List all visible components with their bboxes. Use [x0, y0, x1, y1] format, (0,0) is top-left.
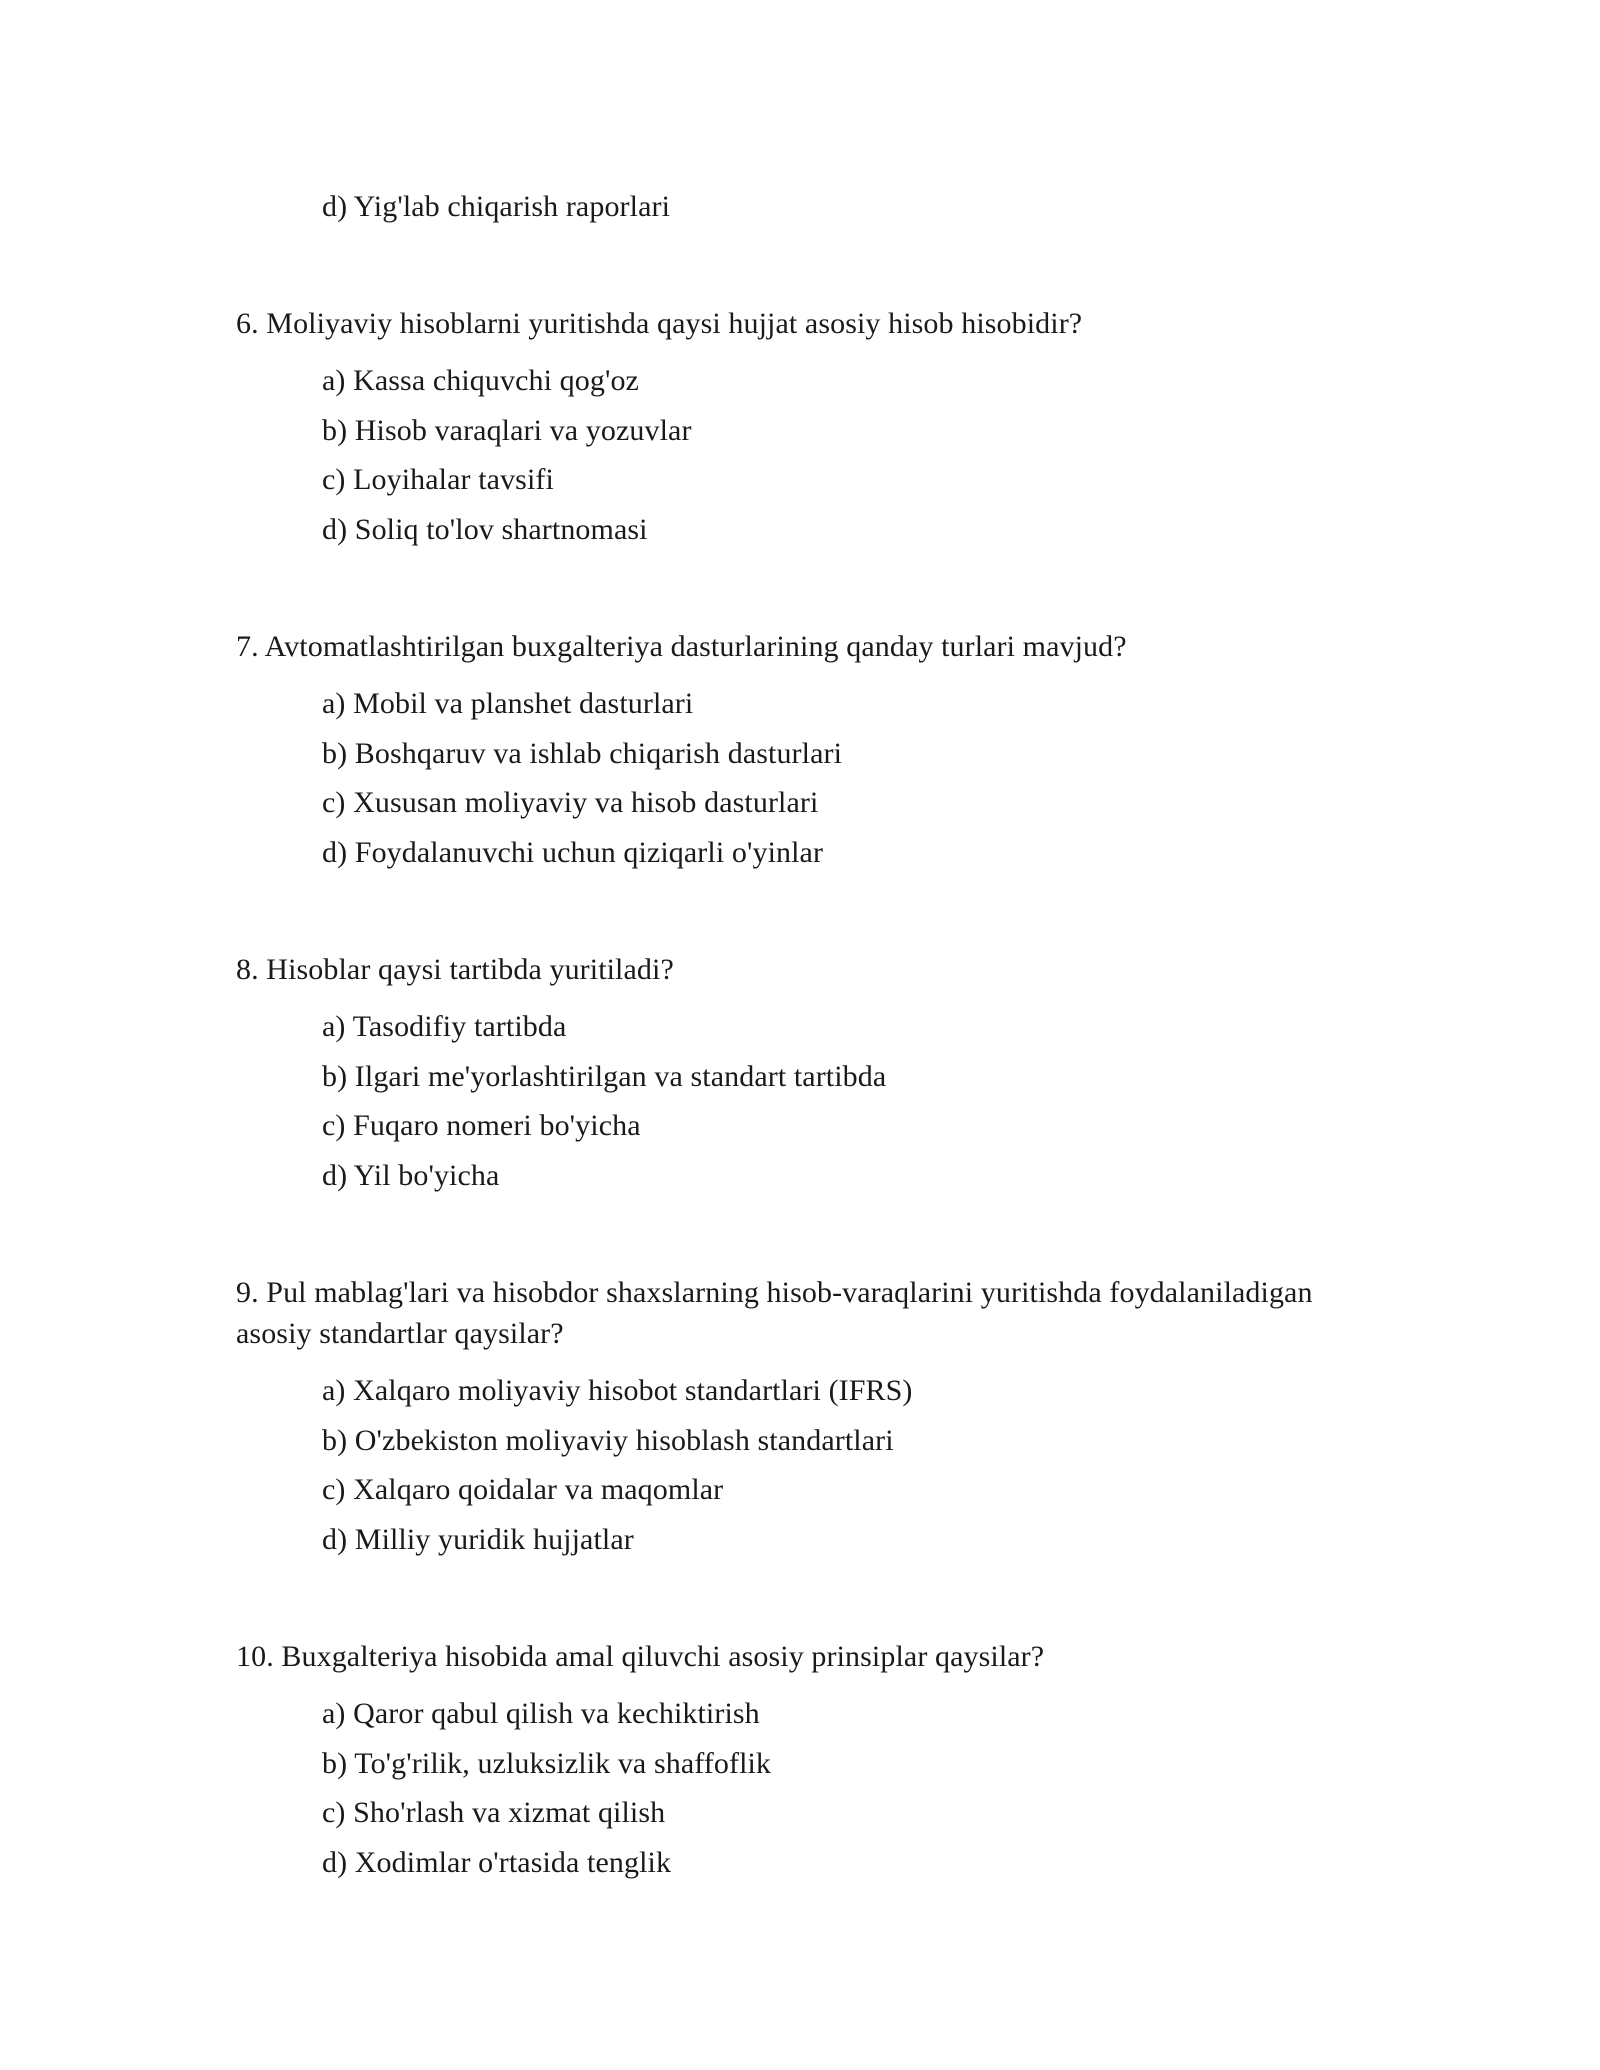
- question-9-line-1: 9. Pul mablag'lari va hisobdor shaxslarning hisob-varaqlarini yuritishda foydalaniladigan: [236, 1276, 1313, 1309]
- question-8: 8. Hisoblar qaysi tartibda yuritiladi?: [236, 953, 674, 986]
- question-6: 6. Moliyaviy hisoblarni yuritishda qaysi hujjat asosiy hisob hisobidir?: [236, 307, 1083, 340]
- q7-option-a: a) Mobil va planshet dasturlari: [322, 687, 694, 720]
- question-9-line-2: asosiy standartlar qaysilar?: [236, 1317, 564, 1350]
- question-10: 10. Buxgalteriya hisobida amal qiluvchi asosiy prinsiplar qaysilar?: [236, 1640, 1045, 1673]
- q7-option-b: b) Boshqaruv va ishlab chiqarish dasturlari: [322, 737, 843, 770]
- q9-option-d: d) Milliy yuridik hujjatlar: [322, 1523, 634, 1556]
- q7-option-d: d) Foydalanuvchi uchun qiziqarli o'yinlar: [322, 836, 824, 869]
- option-d: d) Yig'lab chiqarish raporlari: [322, 190, 671, 223]
- q8-option-b: b) Ilgari me'yorlashtirilgan va standart tartibda: [322, 1060, 887, 1093]
- q6-option-a: a) Kassa chiquvchi qog'oz: [322, 364, 639, 397]
- q10-option-c: c) Sho'rlash va xizmat qilish: [322, 1796, 666, 1829]
- q10-option-d: d) Xodimlar o'rtasida tenglik: [322, 1846, 672, 1879]
- q7-option-c: c) Xususan moliyaviy va hisob dasturlari: [322, 786, 819, 819]
- q8-option-a: a) Tasodifiy tartibda: [322, 1010, 567, 1043]
- q9-option-c: c) Xalqaro qoidalar va maqomlar: [322, 1473, 724, 1506]
- q10-option-b: b) To'g'rilik, uzluksizlik va shaffoflik: [322, 1747, 772, 1780]
- q10-option-a: a) Qaror qabul qilish va kechiktirish: [322, 1697, 760, 1730]
- q6-option-c: c) Loyihalar tavsifi: [322, 463, 554, 496]
- q9-option-b: b) O'zbekiston moliyaviy hisoblash standartlari: [322, 1424, 894, 1457]
- q9-option-a: a) Xalqaro moliyaviy hisobot standartlari (IFRS): [322, 1374, 913, 1407]
- q6-option-b: b) Hisob varaqlari va yozuvlar: [322, 414, 692, 447]
- question-7: 7. Avtomatlashtirilgan buxgalteriya dasturlarining qanday turlari mavjud?: [236, 630, 1127, 663]
- q8-option-d: d) Yil bo'yicha: [322, 1159, 500, 1192]
- q8-option-c: c) Fuqaro nomeri bo'yicha: [322, 1109, 641, 1142]
- q6-option-d: d) Soliq to'lov shartnomasi: [322, 513, 648, 546]
